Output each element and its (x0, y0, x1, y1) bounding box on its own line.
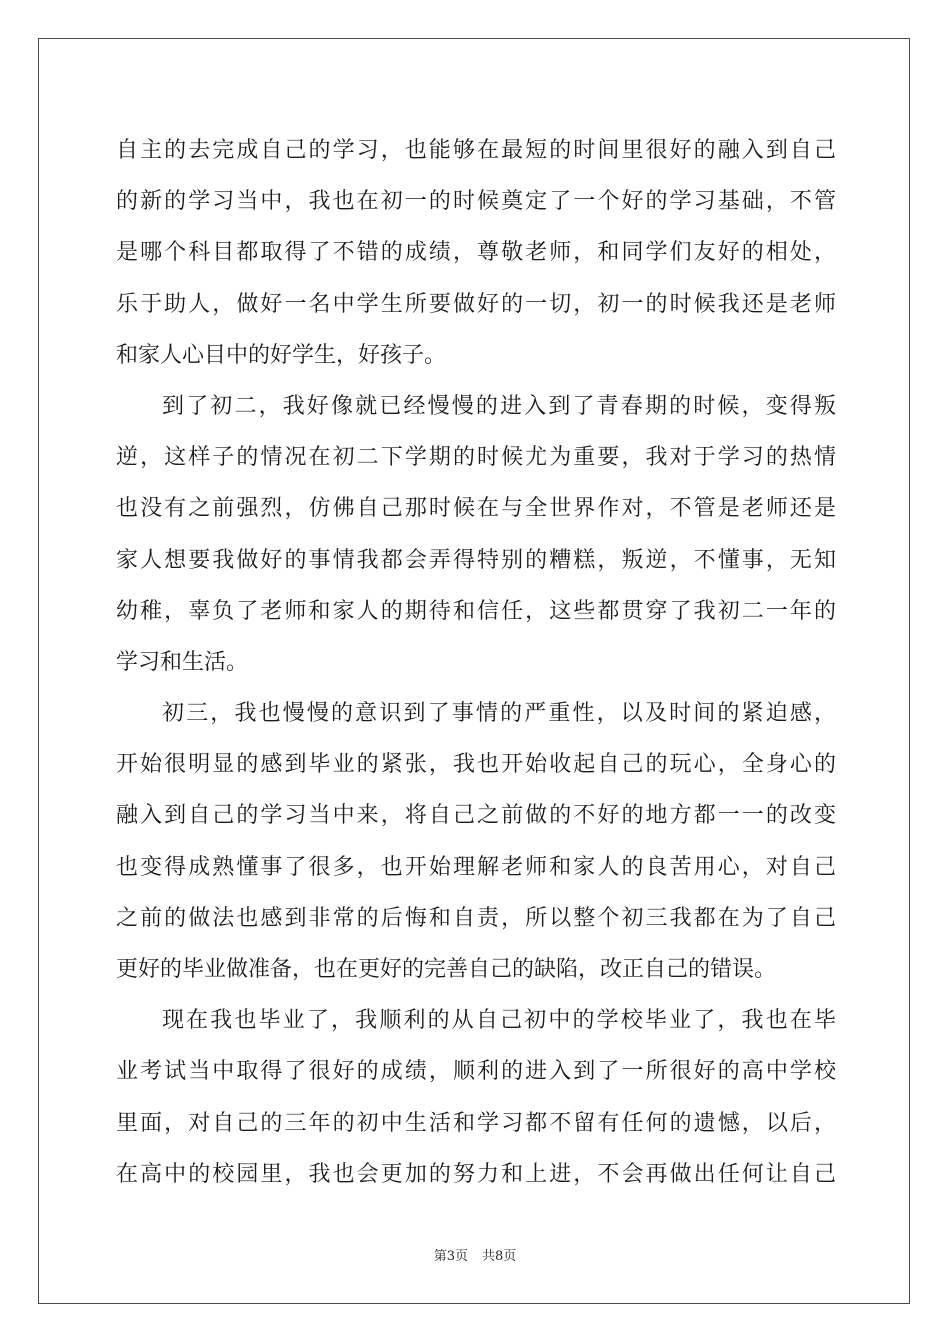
text-line: 融入到自己的学习当中来，将自己之前做的不好的地方都一一的改变 (116, 803, 836, 829)
text-line: 更好的毕业做准备，也在更好的完善自己的缺陷，改正自己的错误。 (116, 957, 777, 982)
text-line: 乐于助人，做好一名中学生所要做好的一切，初一的时候我还是老师 (116, 291, 836, 317)
text-line: 也没有之前强烈，仿佛自己那时候在与全世界作对，不管是老师还是 (116, 496, 836, 522)
text-line: 逆，这样子的情况在初二下学期的时候尤为重要，我对于学习的热情 (116, 445, 836, 471)
text-line: 业考试当中取得了很好的成绩，顺利的进入到了一所很好的高中学校 (116, 1059, 836, 1085)
text-line: 现在我也毕业了，我顺利的从自己初中的学校毕业了，我也在毕 (162, 1008, 836, 1034)
text-line: 幼稚，辜负了老师和家人的期待和信任，这些都贯穿了我初二一年的 (116, 598, 836, 624)
text-line: 家人想要我做好的事情我都会弄得特别的糟糕，叛逆，不懂事，无知 (116, 547, 836, 573)
text-line: 也变得成熟懂事了很多，也开始理解老师和家人的良苦用心，对自己 (116, 854, 836, 880)
document-body (116, 125, 836, 1200)
text-line: 里面，对自己的三年的初中生活和学习都不留有任何的遗憾，以后， (116, 1110, 836, 1136)
text-line: 开始很明显的感到毕业的紧张，我也开始收起自己的玩心，全身心的 (116, 752, 836, 778)
text-line: 学习和生活。 (116, 649, 249, 675)
page-number-total: 共8页 (482, 1249, 517, 1264)
text-line: 之前的做法也感到非常的后悔和自责，所以整个初三我都在为了自己 (116, 905, 836, 931)
text-line: 到了初二，我好像就已经慢慢的进入到了青春期的时候，变得叛 (162, 393, 836, 419)
text-line: 自主的去完成自己的学习，也能够在最短的时间里很好的融入到自己 (116, 138, 836, 163)
page-footer (0, 1245, 950, 1264)
text-line: 初三，我也慢慢的意识到了事情的严重性，以及时间的紧迫感， (162, 701, 836, 727)
page-number-current: 第3页 (433, 1249, 468, 1264)
text-line: 在高中的校园里，我也会更加的努力和上进，不会再做出任何让自己 (116, 1161, 836, 1187)
text-line: 是哪个科目都取得了不错的成绩，尊敬老师，和同学们友好的相处， (116, 240, 836, 266)
text-line: 和家人心目中的好学生，好孩子。 (116, 342, 447, 368)
text-line: 的新的学习当中，我也在初一的时候奠定了一个好的学习基础，不管 (116, 189, 836, 215)
